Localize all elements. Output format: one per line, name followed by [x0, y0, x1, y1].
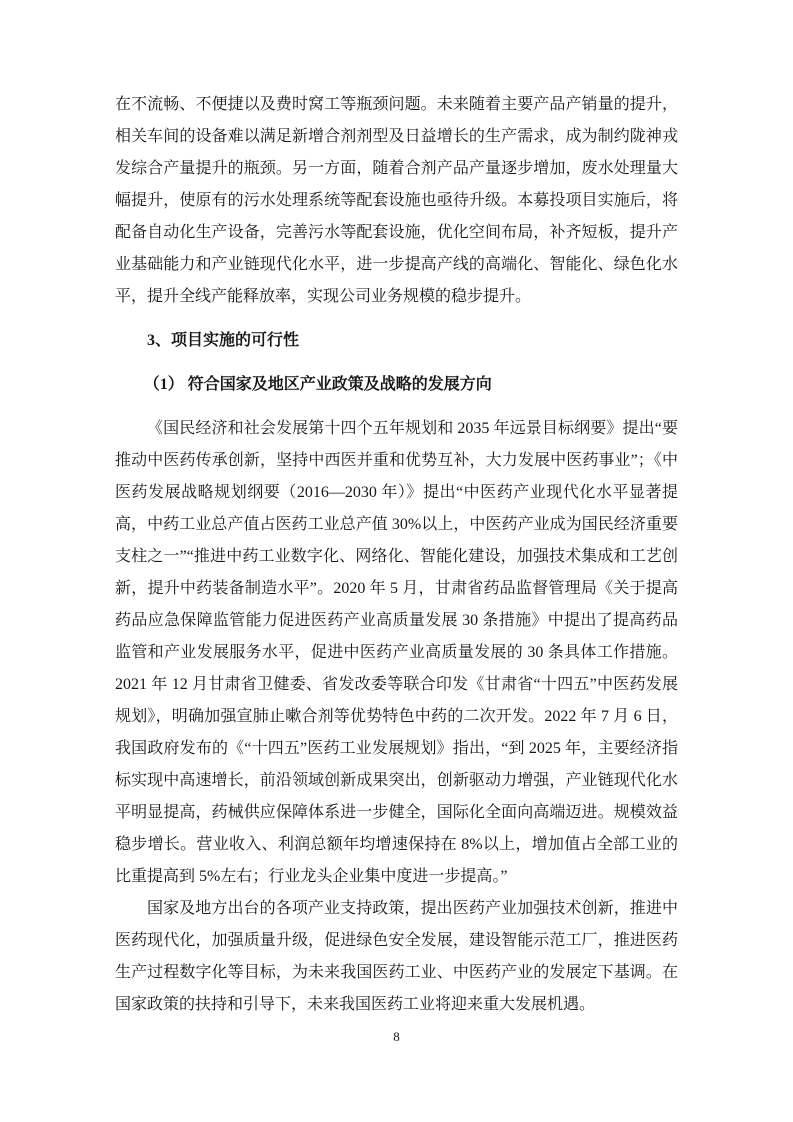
paragraph-policy-summary: 国家及地方出台的各项产业支持政策，提出医药产业加强技术创新，推进中医药现代化，加强质量升级，促进绿色安全发展，建设智能示范工厂，推进医药生产过程数字化等目标，为未来我国医药工业、中医药产业的发展定下基调。在国家政策的扶持和引导下，未来我国医药工业将迎来重大发展机遇。	[115, 900, 678, 1013]
section-heading-project-feasibility: 3、项目实施的可行性	[147, 332, 300, 349]
subsection-heading-policy-alignment: （1） 符合国家及地区产业政策及战略的发展方向	[143, 376, 492, 393]
paragraph-national-policies: 《国民经济和社会发展第十四个五年规划和 2035 年远景目标纲要》提出“要推动中医药传承创新，坚持中西医并重和优势互补，大力发展中医药事业”；《中医药发展战略规划纲要（2016—2030 年）》提出“中医药产业现代化水平显著提高，中药工业总产值占医药工业总产值 30%以上，中医药产业成为国民经济重要支柱之一”“推进中药工业数字化、网络化、智能化建设，加强技术集成和工艺创新，提升中药装备制造水平”。2020 年 5 月，甘肃省药品监督管理局《关于提高药品应急保障监管能力促进医药产业高质量发展 30 条措施》中提出了提高药品监管和产业发展服务水平，促进中医药产业高质量发展的 30 条具体工作措施。2021 年 12 月甘肃省卫健委、省发改委等联合印发《甘肃省“十四五”中医药发展规划》，明确加强宣肺止嗽合剂等优势特色中药的二次开发。2022 年 7 月 6 日，我国政府发布的《“十四五”医药工业发展规划》指出，“到 2025 年，主要经济指标实现中高速增长，前沿领域创新成果突出，创新驱动力增强，产业链现代化水平明显提高，药械供应保障体系进一步健全，国际化全面向高端迈进。规模效益稳步增长。营业收入、利润总额年均增速保持在 8%以上，增加值占全部工业的比重提高到 5%左右；行业龙头企业集中度进一步提高。”	[115, 420, 678, 885]
paragraph-bottleneck-continuation: 在不流畅、不便捷以及费时窝工等瓶颈问题。未来随着主要产品产销量的提升，相关车间的设备难以满足新增合剂剂型及日益增长的生产需求，成为制约陇神戎发综合产量提升的瓶颈。另一方面，随着合剂产品产量逐步增加，废水处理量大幅提升，使原有的污水处理系统等配套设施也亟待升级。本募投项目实施后，将配备自动化生产设备，完善污水等配套设施，优化空间布局，补齐短板，提升产业基础能力和产业链现代化水平，进一步提高产线的高端化、智能化、绿色化水平，提升全线产能释放率，实现公司业务规模的稳步提升。	[115, 96, 678, 305]
page-content	[115, 89, 678, 1021]
page-number: 8	[393, 1029, 400, 1044]
